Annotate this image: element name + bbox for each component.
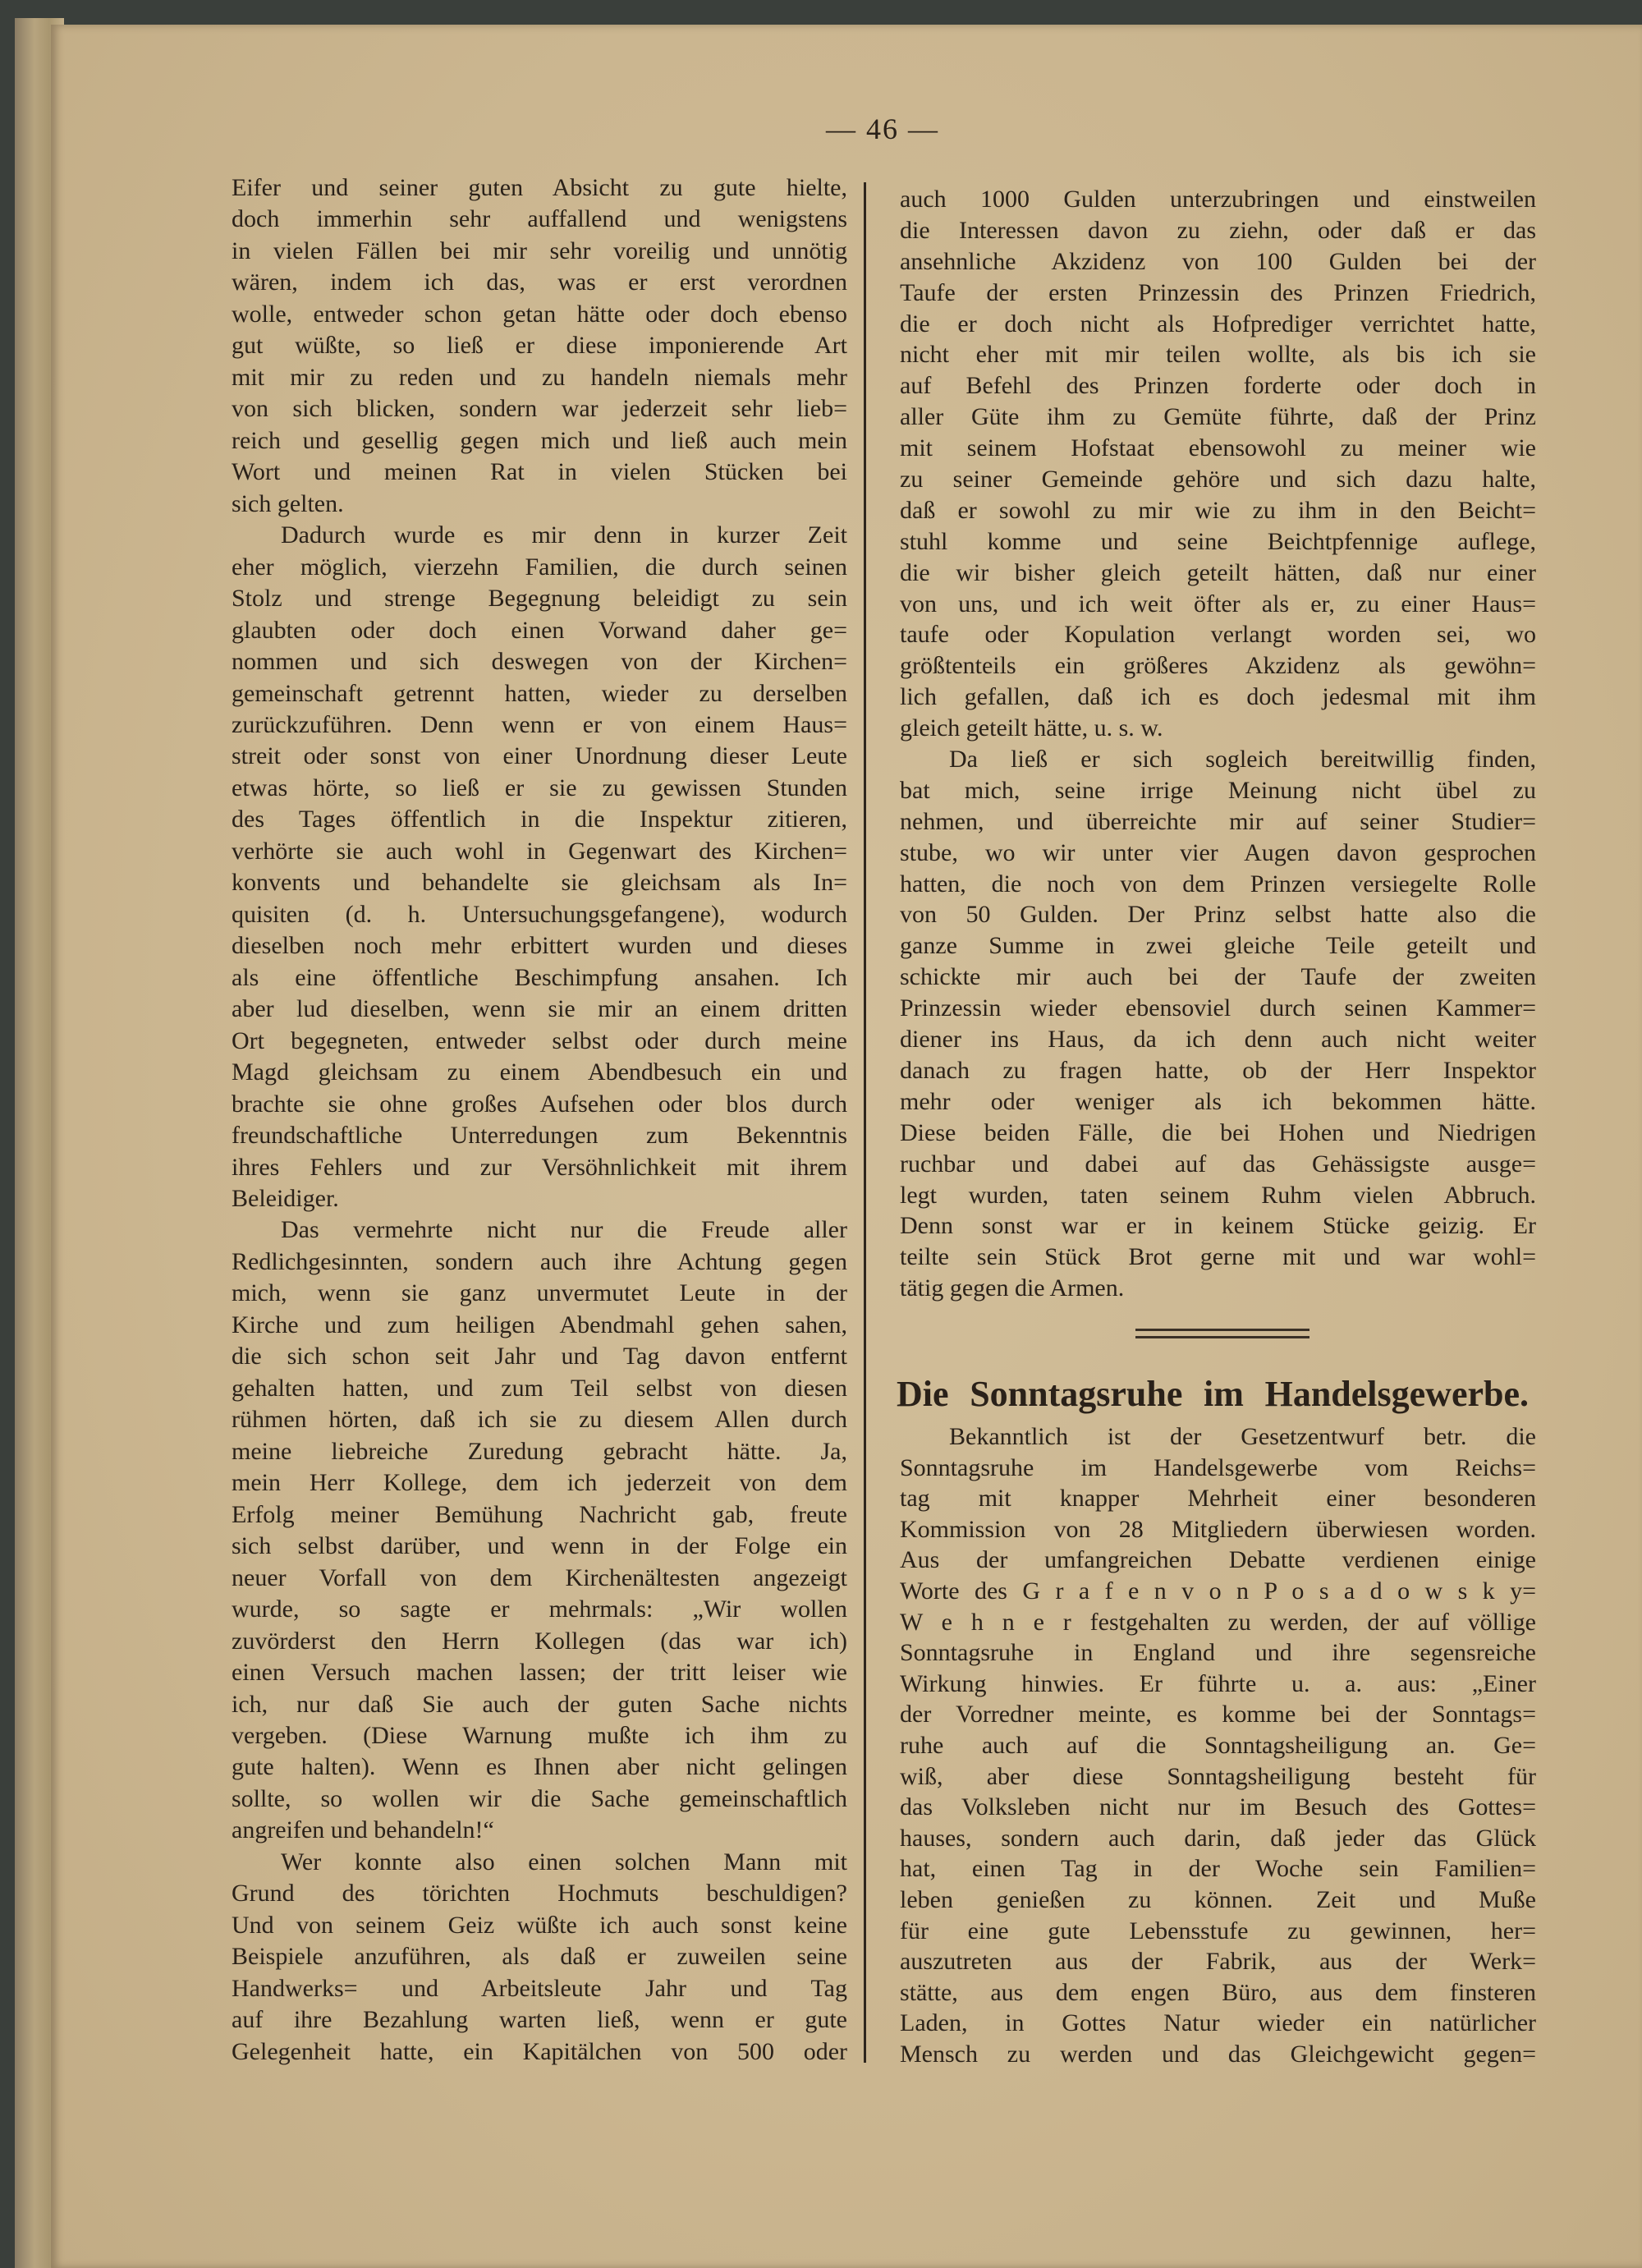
section-separator-line	[1135, 1336, 1309, 1338]
text-line: gut wüßte, so ließ er diese imponierende Art	[232, 332, 847, 360]
text-line: Dadurch wurde es mir denn in kurzer Zeit	[281, 521, 847, 549]
text-line: ruhe auch auf die Sonntagsheiligung an. Ge=	[900, 1731, 1536, 1759]
text-line: quisiten (d. h. Untersuchungsgefangene), wodurch	[232, 900, 847, 928]
text-line: ruchbar und dabei auf das Gehässigste ausge=	[900, 1150, 1536, 1178]
text-line: Mensch zu werden und das Gleichgewicht gegen=	[900, 2040, 1536, 2068]
text-line: wären, indem ich das, was er erst verordnen	[232, 269, 847, 296]
text-line: auszutreten aus der Fabrik, aus der Werk=	[900, 1948, 1536, 1976]
text-line: taufe oder Kopulation verlangt worden sei, wo	[900, 621, 1536, 649]
text-line: tag mit knapper Mehrheit einer besonderen	[900, 1485, 1536, 1513]
text-line: bat mich, seine irrige Meinung nicht übel zu	[900, 776, 1536, 804]
text-line: Das vermehrte nicht nur die Freude aller	[281, 1216, 847, 1244]
text-line: aber lud dieselben, wenn sie mir an einem dritten	[232, 995, 847, 1023]
text-line: Kirche und zum heiligen Abendmahl gehen sahen,	[232, 1311, 847, 1338]
text-line: streit oder sonst von einer Unordnung dieser Leute	[232, 742, 847, 770]
text-line: neuer Vorfall von dem Kirchenältesten angezeigt	[232, 1563, 847, 1591]
text-line: sich gelten.	[232, 489, 344, 517]
article-body	[900, 1421, 1536, 2069]
text-line: Aus der umfangreichen Debatte verdienen einige	[900, 1546, 1536, 1574]
text-line: ansehnliche Akzidenz von 100 Gulden bei der	[900, 247, 1536, 275]
section-separator-line	[1135, 1329, 1309, 1331]
text-line: etwas hörte, so ließ er sie zu gewissen Stunden	[232, 774, 847, 801]
text-line: Sonntagsruhe im Handelsgewerbe vom Reichs=	[900, 1453, 1536, 1481]
text-line: rühmen hörten, daß ich sie zu diesem Allen durch	[232, 1406, 847, 1434]
text-line: ihres Fehlers und zur Versöhnlichkeit mit ihrem	[232, 1153, 847, 1181]
text-line: Sonntagsruhe in England und ihre segensreiche	[900, 1639, 1536, 1667]
text-line: die er doch nicht als Hofprediger verrichtet hatte,	[900, 310, 1536, 337]
text-line: Prinzessin wieder ebensoviel durch seinen Kammer=	[900, 994, 1536, 1022]
text-line: von uns, und ich weit öfter als er, zu einer Haus=	[900, 590, 1536, 618]
text-line: Diese beiden Fälle, die bei Hohen und Niedrigen	[900, 1118, 1536, 1146]
text-line: zu seiner Gemeinde gehöre und sich dazu halte,	[900, 466, 1536, 494]
text-line: von 50 Gulden. Der Prinz selbst hatte also die	[900, 901, 1536, 929]
text-line: Erfolg meiner Bemühung Nachricht gab, freute	[232, 1500, 847, 1528]
text-line: mich, wenn sie ganz unvermutet Leute in der	[232, 1279, 847, 1307]
text-line: nehmen, und überreichte mir auf seiner Studier=	[900, 807, 1536, 835]
text-line: Beispiele anzuführen, als daß er zuweilen seine	[232, 1943, 847, 1971]
text-line: eher möglich, vierzehn Familien, die durch seinen	[232, 553, 847, 581]
text-line: reich und gesellig gegen mich und ließ auch mein	[232, 426, 847, 454]
text-line: aller Güte ihm zu Gemüte führte, daß der Prinz	[900, 403, 1536, 431]
text-line: Da ließ er sich sogleich bereitwillig finden,	[949, 746, 1536, 774]
text-line: Bekanntlich ist der Gesetzentwurf betr. die	[949, 1423, 1536, 1450]
text-line: leben genießen zu können. Zeit und Muße	[900, 1885, 1536, 1913]
column-divider	[864, 182, 866, 2063]
text-line: gute halten). Wenn es Ihnen aber nicht gelingen	[232, 1753, 847, 1781]
text-line: die Interessen davon zu ziehn, oder daß er das	[900, 216, 1536, 244]
text-line: nommen und sich deswegen von der Kirchen=	[232, 648, 847, 676]
text-line: mit mir zu reden und zu handeln niemals mehr	[232, 363, 847, 391]
text-line: gehalten hatten, und zum Teil selbst von diesen	[232, 1374, 847, 1402]
text-line: lich gefallen, daß ich es doch jedesmal mit ihm	[900, 683, 1536, 711]
text-line: Taufe der ersten Prinzessin des Prinzen Friedrich,	[900, 278, 1536, 306]
text-line: größtenteils ein größeres Akzidenz als gewöhn=	[900, 652, 1536, 680]
text-line: stuhl komme und seine Beichtpfennige auflege,	[900, 527, 1536, 555]
text-line: ich, nur daß Sie auch der guten Sache nichts	[232, 1690, 847, 1718]
text-line: Gelegenheit hatte, ein Kapitälchen von 500 oder	[232, 2037, 847, 2065]
text-line: Magd gleichsam zu einem Abendbesuch ein und	[232, 1058, 847, 1086]
text-line: von sich blicken, sondern war jederzeit sehr lieb=	[232, 395, 847, 423]
text-line: als eine öffentliche Beschimpfung ansahen. Ich	[232, 963, 847, 991]
text-line: Kommission von 28 Mitgliedern überwiesen worden.	[900, 1515, 1536, 1543]
article-heading: Die Sonntagsruhe im Handelsgewerbe.	[897, 1374, 1529, 1414]
text-line: stube, wo wir unter vier Augen davon gesprochen	[900, 838, 1536, 866]
text-line: Ort begegneten, entweder selbst oder durch meine	[232, 1026, 847, 1054]
text-line: mehr oder weniger als ich bekommen hätte.	[900, 1087, 1536, 1115]
text-line: hauses, sondern auch darin, daß jeder das Glück	[900, 1824, 1536, 1852]
text-line: gleich geteilt hätte, u. s. w.	[900, 714, 1163, 742]
text-line: legt wurden, taten seinem Ruhm vielen Abbruch.	[900, 1181, 1536, 1209]
text-line: auch 1000 Gulden unterzubringen und einstweilen	[900, 186, 1536, 213]
text-line: gemeinschaft getrennt hatten, wieder zu derselben	[232, 679, 847, 707]
text-line: Laden, in Gottes Natur wieder ein natürlicher	[900, 2009, 1536, 2037]
text-line: daß er sowohl zu mir wie zu ihm in den Beicht=	[900, 496, 1536, 524]
text-line: in vielen Fällen bei mir sehr voreilig und unnötig	[232, 236, 847, 264]
text-line: tätig gegen die Armen.	[900, 1274, 1125, 1302]
text-line: stätte, aus dem engen Büro, aus dem finsteren	[900, 1978, 1536, 2006]
text-line: dieselben noch mehr erbittert wurden und dieses	[232, 932, 847, 960]
left-column	[232, 172, 847, 2068]
text-line: schickte mir auch bei der Taufe der zweiten	[900, 963, 1536, 991]
text-line: das Volksleben nicht nur im Besuch des Gottes=	[900, 1793, 1536, 1821]
text-line: mein Herr Kollege, dem ich jederzeit von dem	[232, 1469, 847, 1497]
text-line: Und von seinem Geiz wüßte ich auch sonst keine	[232, 1911, 847, 1939]
text-line: Wirkung hinwies. Er führte u. a. aus: „Einer	[900, 1669, 1536, 1697]
text-line: vergeben. (Diese Warnung mußte ich ihm zu	[232, 1721, 847, 1749]
text-line: Wer konnte also einen solchen Mann mit	[281, 1848, 847, 1875]
text-line: wolle, entweder schon getan hätte oder doch ebenso	[232, 300, 847, 328]
text-line: diener ins Haus, da ich denn auch nicht weiter	[900, 1026, 1536, 1054]
text-line: meine liebreiche Zuredung gebracht hätte. Ja,	[232, 1437, 847, 1465]
text-line: Stolz und strenge Begegnung beleidigt zu sein	[232, 585, 847, 613]
text-line: hatten, die noch von dem Prinzen versiegelte Rolle	[900, 870, 1536, 898]
text-line: zurückzuführen. Denn wenn er von einem Haus=	[232, 710, 847, 738]
right-column-continued-text	[900, 184, 1536, 1304]
text-line: Handwerks= und Arbeitsleute Jahr und Tag	[232, 1974, 847, 2002]
text-line: angreifen und behandeln!“	[232, 1816, 494, 1844]
text-line: Eifer und seiner guten Absicht zu gute hielte,	[232, 174, 847, 201]
text-line: wiß, aber diese Sonntagsheiligung besteht für	[900, 1762, 1536, 1790]
text-line: verhörte sie auch wohl in Gegenwart des Kirchen=	[232, 837, 847, 865]
text-line: glaubten oder doch einen Vorwand daher ge=	[232, 616, 847, 644]
text-line: konvents und behandelte sie gleichsam als In=	[232, 869, 847, 897]
text-line: sich selbst darüber, und wenn in der Folge ein	[232, 1532, 847, 1560]
text-line: der Vorredner meinte, es komme bei der Sonntags=	[900, 1701, 1536, 1729]
text-line: des Tages öffentlich in die Inspektur zitieren,	[232, 806, 847, 833]
text-line: Wort und meinen Rat in vielen Stücken bei	[232, 458, 847, 486]
text-line: Redlichgesinnten, sondern auch ihre Achtung gegen	[232, 1247, 847, 1275]
text-line: Beleidiger.	[232, 1185, 339, 1212]
text-line: hat, einen Tag in der Woche sein Familien=	[900, 1855, 1536, 1883]
text-line: zuvörderst den Herrn Kollegen (das war ich)	[232, 1627, 847, 1655]
text-line: Worte des G r a f e n v o n P o s a d o w s k y=	[900, 1577, 1536, 1605]
text-line: die sich schon seit Jahr und Tag davon entfernt	[232, 1343, 847, 1370]
text-line: doch immerhin sehr auffallend und wenigstens	[232, 205, 847, 233]
text-line: für eine gute Lebensstufe zu gewinnen, her=	[900, 1917, 1536, 1944]
text-line: wurde, so sagte er mehrmals: „Wir wollen	[232, 1595, 847, 1623]
text-line: teilte sein Stück Brot gerne mit und war wohl=	[900, 1243, 1536, 1271]
text-line: einen Versuch machen lassen; der tritt leiser wie	[232, 1659, 847, 1687]
text-line: Denn sonst war er in keinem Stücke geizig. Er	[900, 1212, 1536, 1240]
text-line: mit seinem Hofstaat ebensowohl zu meiner wie	[900, 434, 1536, 462]
text-line: auf Befehl des Prinzen forderte oder doch in	[900, 372, 1536, 400]
text-line: die wir bisher gleich geteilt hätten, daß nur einer	[900, 558, 1536, 586]
text-line: sollte, so wollen wir die Sache gemeinschaftlich	[232, 1784, 847, 1812]
text-line: W e h n e r festgehalten zu werden, der auf völlige	[900, 1608, 1536, 1636]
text-line: ganze Summe in zwei gleiche Teile geteilt und	[900, 932, 1536, 960]
text-line: danach zu fragen hatte, ob der Herr Inspektor	[900, 1056, 1536, 1084]
text-line: auf ihre Bezahlung warten ließ, wenn er gute	[232, 2006, 847, 2034]
text-line: Grund des törichten Hochmuts beschuldigen?	[232, 1880, 847, 1908]
text-line: freundschaftliche Unterredungen zum Bekenntnis	[232, 1122, 847, 1150]
text-line: brachte sie ohne großes Aufsehen oder blos durch	[232, 1090, 847, 1118]
text-line: nicht eher mit mir teilen wollte, als bis ich sie	[900, 341, 1536, 369]
page-number: — 46 —	[826, 112, 939, 145]
